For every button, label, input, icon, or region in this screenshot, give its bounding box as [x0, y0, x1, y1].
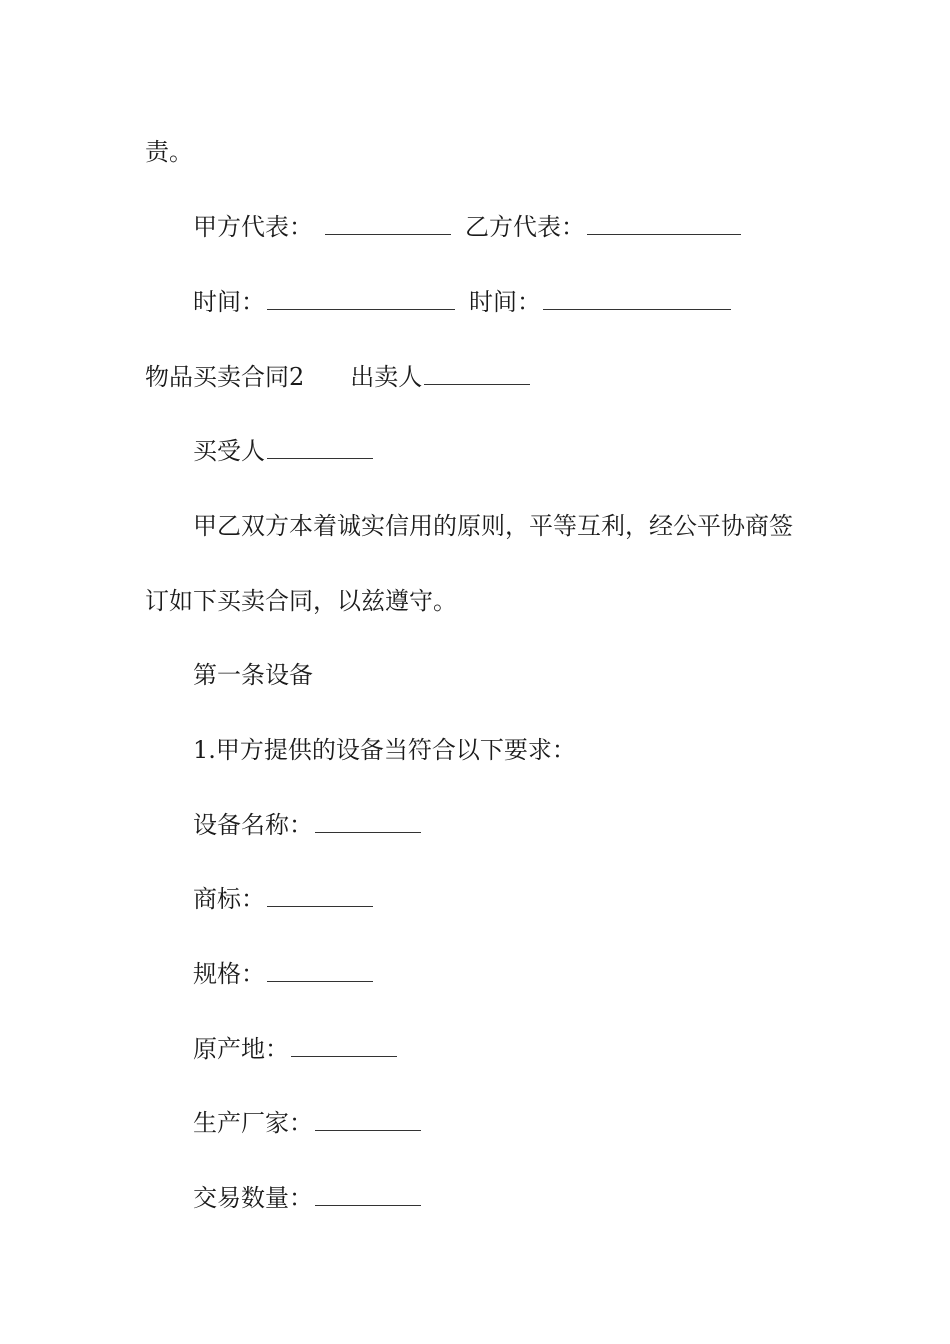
- time-a-blank: [267, 289, 455, 310]
- representatives-line: [193, 212, 741, 242]
- origin-blank: [291, 1036, 397, 1057]
- party-b-rep-blank: [587, 214, 741, 235]
- buyer-line: [193, 436, 373, 466]
- party-b-rep-label: 乙方代表：: [465, 213, 585, 241]
- preamble-line-2: 订如下买卖合同，以兹遵守。: [145, 587, 457, 615]
- continuation-text: 责。: [145, 138, 193, 166]
- time-line: [193, 287, 731, 317]
- party-a-rep-label: 甲方代表：: [193, 213, 313, 241]
- party-a-rep-blank: [325, 214, 451, 235]
- article1-title: 第一条设备: [193, 661, 313, 689]
- time-b-label: 时间：: [469, 288, 541, 316]
- buyer-blank: [267, 438, 373, 459]
- field-specification: 规格：: [193, 959, 373, 989]
- field-equipment-name: 设备名称：: [193, 810, 421, 840]
- time-b-blank: [543, 289, 731, 310]
- contract-title: 物品买卖合同2: [145, 363, 305, 391]
- quantity-blank: [315, 1185, 421, 1206]
- seller-label: 出卖人: [350, 363, 423, 391]
- contract-title-line: [145, 362, 530, 392]
- specification-blank: [267, 961, 373, 982]
- buyer-label: 买受人: [193, 437, 265, 465]
- article1-item1: 1.甲方提供的设备当符合以下要求：: [193, 736, 576, 764]
- equipment-name-blank: [315, 812, 421, 833]
- field-origin: 原产地：: [193, 1034, 397, 1064]
- field-quantity: 交易数量：: [193, 1183, 421, 1213]
- manufacturer-blank: [315, 1110, 421, 1131]
- preamble-line-1: 甲乙双方本着诚实信用的原则，平等互利，经公平协商签: [193, 512, 793, 540]
- seller-blank: [424, 364, 530, 385]
- field-manufacturer: 生产厂家：: [193, 1108, 421, 1138]
- field-trademark: 商标：: [193, 884, 373, 914]
- time-a-label: 时间：: [193, 288, 265, 316]
- trademark-blank: [267, 886, 373, 907]
